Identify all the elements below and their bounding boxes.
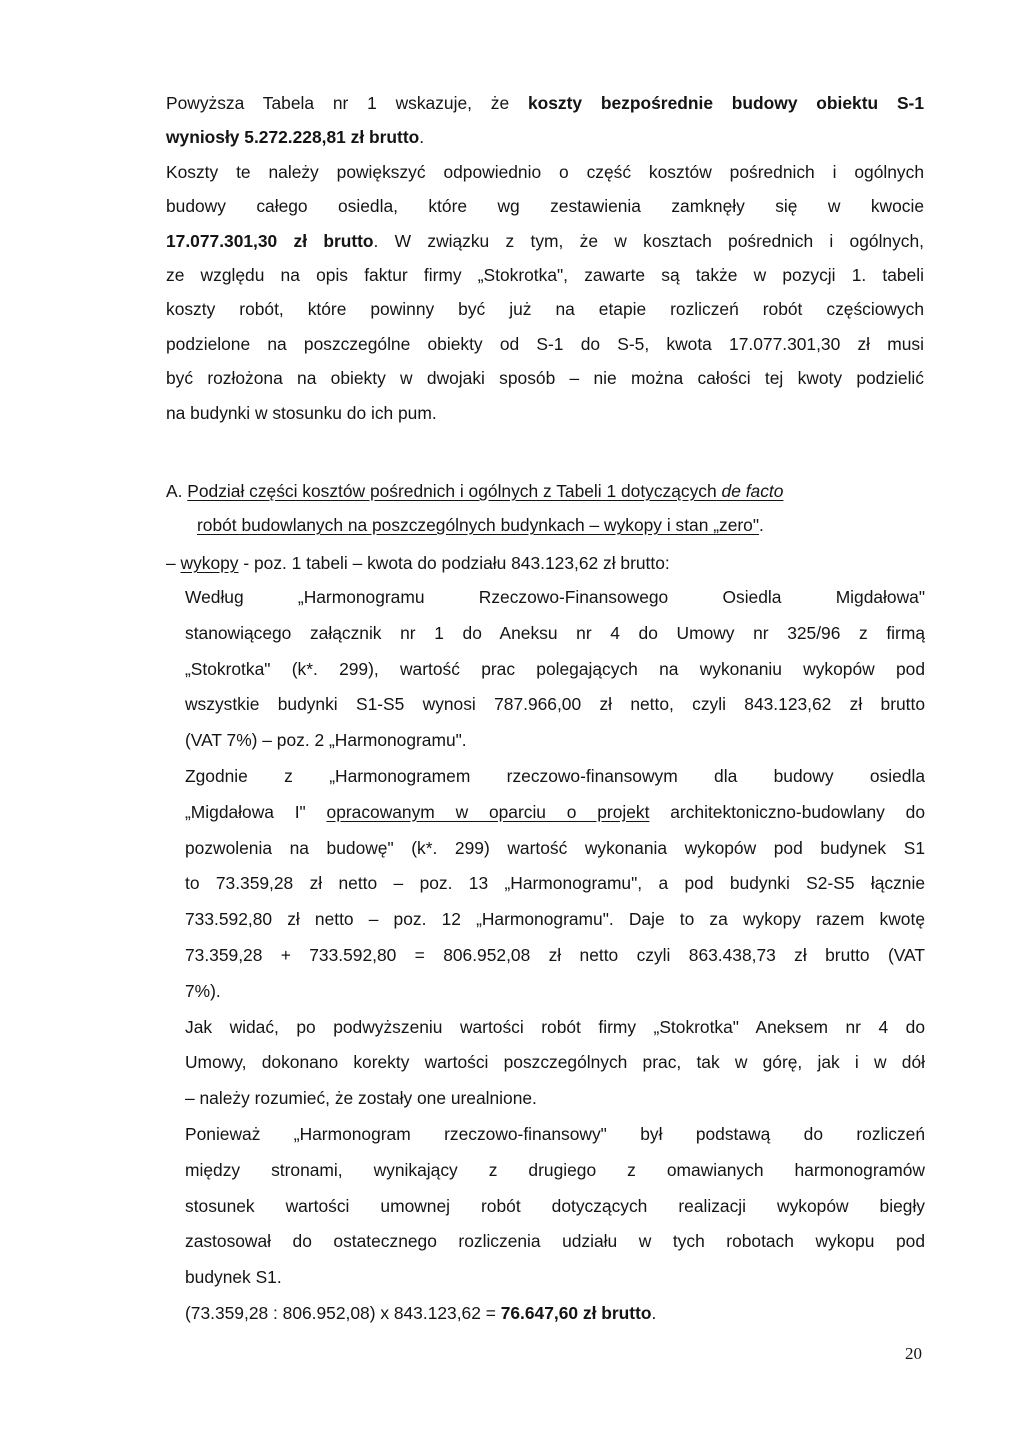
section-a-heading — [166, 474, 926, 542]
text-run: . — [419, 127, 425, 148]
text-run: „Migdałowa I" — [185, 801, 327, 822]
bold-run: 17.077.301,30 zł brutto — [166, 230, 374, 251]
section-marker: A. — [166, 481, 183, 501]
line: Według „Harmonogramu Rzeczowo-Finansowego Osiedla Migdałowa" — [185, 587, 925, 607]
text-run: architektoniczno-budowlany do — [649, 801, 925, 822]
text-run: . — [759, 515, 764, 535]
line: zastosował do ostatecznego rozliczenia udziału w tych robotach wykopu pod — [185, 1231, 925, 1252]
underlined-run — [187, 481, 783, 501]
line — [185, 1296, 925, 1332]
line: „Stokrotka" (k*. 299), wartość prac polegających na wykonaniu wykopów pod — [185, 658, 925, 679]
line: być rozłożona na obiekty w dwojaki sposób – nie można całości tej kwoty podzielić — [166, 368, 924, 389]
line: Jak widać, po podwyższeniu wartości robót firmy „Stokrotka" Aneksem nr 4 do — [185, 1016, 925, 1037]
text-run: Powyższa Tabela nr 1 wskazuje, że — [166, 93, 528, 113]
line: (VAT 7%) – poz. 2 „Harmonogramu". — [185, 730, 467, 751]
wykopy-paragraph — [185, 580, 925, 1332]
bold-run: koszty bezpośrednie budowy obiektu S-1 — [527, 93, 925, 113]
line: na budynki w stosunku do ich pum. — [166, 402, 437, 423]
underlined-run: robót budowlanych na poszczególnych budynkach – wykopy i stan „zero" — [197, 515, 760, 535]
line: to 73.359,28 zł netto – poz. 13 „Harmonogramu", a pod budynki S2-S5 łącznie — [185, 873, 925, 894]
bold-run: wyniosły 5.272.228,81 zł brutto — [166, 127, 420, 148]
line — [166, 86, 924, 120]
line: 73.359,28 + 733.592,80 = 806.952,08 zł netto czyli 863.438,73 zł brutto (VAT — [185, 944, 925, 965]
line: Zgodnie z „Harmonogramem rzeczowo-finansowym dla budowy osiedla — [185, 765, 925, 786]
line: 7%). — [185, 980, 221, 1001]
line: stosunek wartości umownej robót dotyczących realizacji wykopów biegły — [185, 1195, 925, 1216]
line: wszystkie budynki S1-S5 wynosi 787.966,00 zł netto, czyli 843.123,62 zł brutto — [185, 694, 925, 715]
text-run: - poz. 1 tabeli – kwota do podziału 843.123,62 zł brutto: — [238, 553, 670, 573]
line — [166, 548, 926, 578]
line: Ponieważ „Harmonogram rzeczowo-finansowy" był podstawą do rozliczeń — [185, 1123, 925, 1144]
underlined-run: wykopy — [180, 553, 239, 573]
text-run: . W związku z tym, że w kosztach pośrednich i ogólnych, — [373, 230, 924, 251]
text-run: . — [651, 1302, 657, 1323]
line — [166, 474, 926, 508]
bold-run: 76.647,60 zł brutto — [500, 1302, 652, 1323]
line: stanowiącego załącznik nr 1 do Aneksu nr 4 do Umowy nr 325/96 z firmą — [185, 622, 925, 643]
line: Koszty te należy powiększyć odpowiednio o część kosztów pośrednich i ogólnych — [166, 161, 924, 182]
line: pozwolenia na budowę" (k*. 299) wartość wykonania wykopów pod budynek S1 — [185, 837, 925, 858]
line: Umowy, dokonano korekty wartości poszczególnych prac, tak w górę, jak i w dół — [185, 1052, 925, 1073]
dash: – — [166, 553, 181, 573]
line: budynek S1. — [185, 1267, 282, 1288]
line — [185, 795, 925, 831]
underlined-run: opracowanym w oparciu o projekt — [326, 801, 650, 822]
line: między stronami, wynikający z drugiego z omawianych harmonogramów — [185, 1159, 925, 1180]
line: – należy rozumieć, że zostały one urealnione. — [185, 1088, 537, 1109]
line — [166, 224, 924, 258]
line: ze względu na opis faktur firmy „Stokrotka", zawarte są także w pozycji 1. tabeli — [166, 265, 924, 286]
page-number: 20 — [905, 1344, 922, 1363]
line: koszty robót, które powinny być już na etapie rozliczeń robót częściowych — [166, 299, 924, 320]
line: podzielone na poszczególne obiekty od S-1 do S-5, kwota 17.077.301,30 zł musi — [166, 333, 924, 354]
text-run: (73.359,28 : 806.952,08) x 843.123,62 = — [185, 1302, 501, 1323]
intro-paragraph — [166, 86, 924, 430]
line: 733.592,80 zł netto – poz. 12 „Harmonogramu". Daje to za wykopy razem kwotę — [185, 909, 925, 930]
line — [166, 508, 926, 542]
wykopy-item — [166, 548, 926, 578]
line — [166, 120, 924, 154]
text-run: Podział części kosztów pośrednich i ogólnych z Tabeli 1 dotyczących — [187, 481, 717, 501]
italic-run: de facto — [721, 481, 784, 501]
line: budowy całego osiedla, które wg zestawienia zamknęły się w kwocie — [166, 196, 924, 217]
